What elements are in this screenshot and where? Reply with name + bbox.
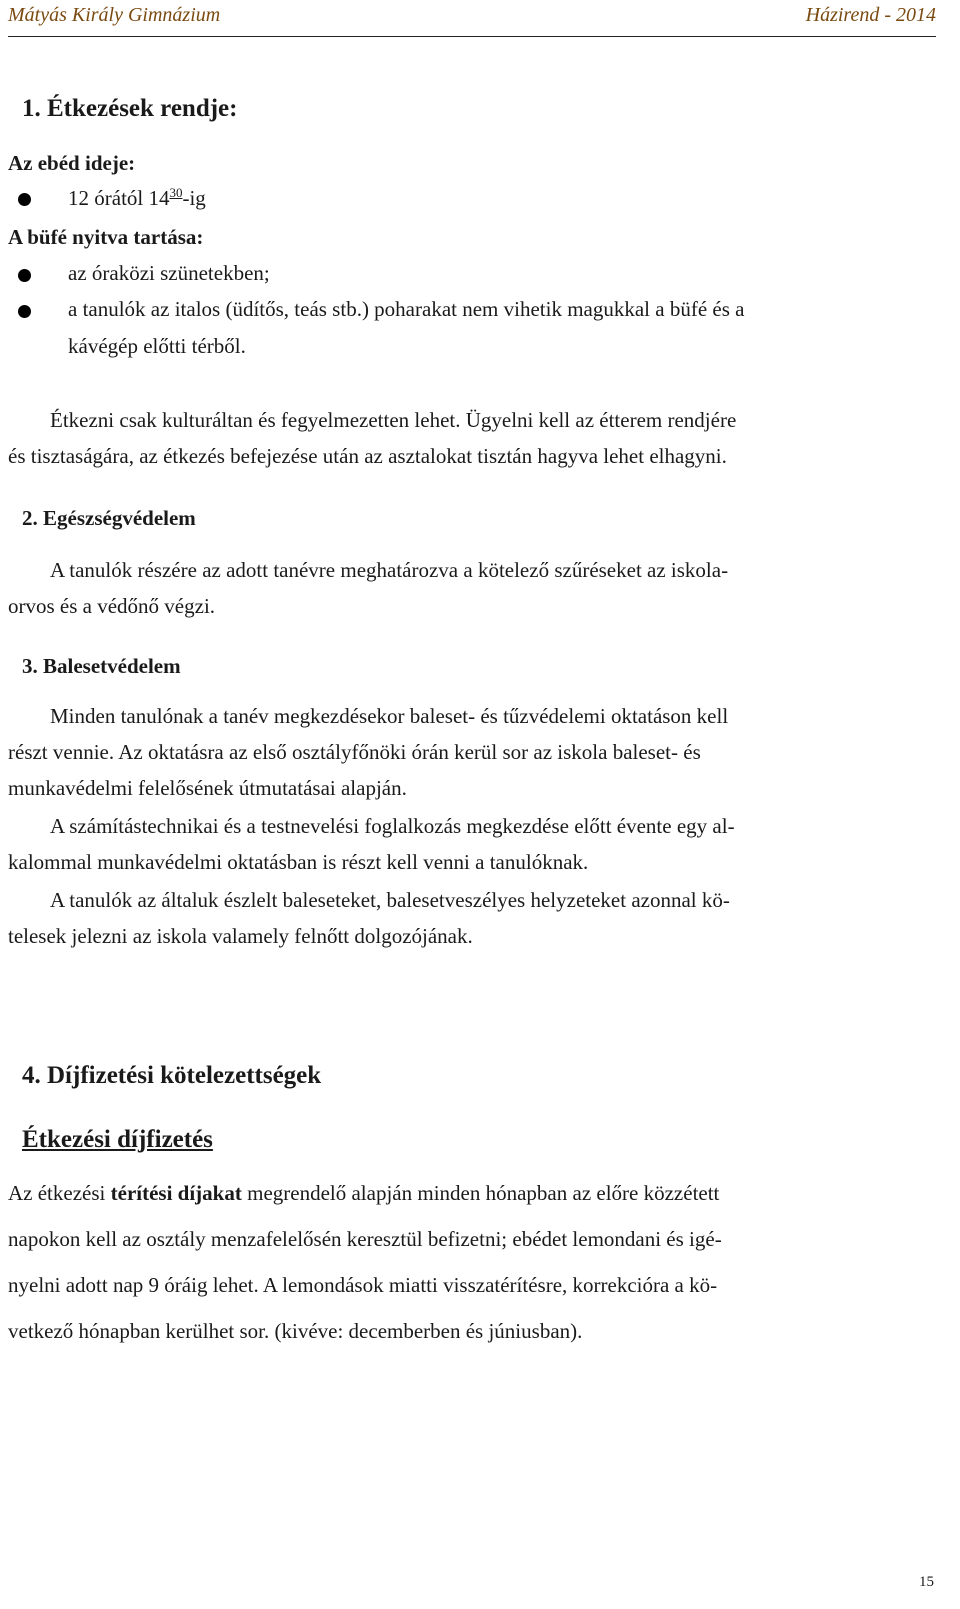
lunch-time-label: Az ebéd ideje: xyxy=(8,151,136,175)
page-header xyxy=(8,2,936,37)
section-3-paragraph-line: kalommal munkavédelmi oktatásban is részt kell venni a tanulóknak. xyxy=(8,850,589,874)
section-1-title: 1. Étkezések rendje: xyxy=(22,95,238,122)
section-3-paragraph-line: Minden tanulónak a tanév megkezdésekor baleset- és tűzvédelemi oktatáson kell xyxy=(50,704,729,728)
section-4-paragraph-line: nyelni adott nap 9 óráig lehet. A lemondások miatti visszatérítésre, korrekcióra a kö- xyxy=(8,1273,718,1297)
lunch-time-end: -ig xyxy=(182,186,206,210)
bullet-dot-icon xyxy=(18,193,31,206)
section-4-paragraph-line: vetkező hónapban kerülhet sor. (kivéve: decemberben és júniusban). xyxy=(8,1319,583,1343)
section-1-paragraph-line: Étkezni csak kulturáltan és fegyelmezetten lehet. Ügyelni kell az étterem rendjére xyxy=(50,408,737,432)
section-3-paragraph-line: részt vennie. Az oktatásra az első osztályfőnöki órán kerül sor az iskola baleset- és xyxy=(8,740,701,764)
bullet-dot-icon xyxy=(18,305,31,318)
section-1-paragraph-line: és tisztaságára, az étkezés befejezése után az asztalokat tisztán hagyva lehet elhagyni. xyxy=(8,444,727,468)
page-number: 15 xyxy=(919,1574,934,1590)
section-4-paragraph-line: Az étkezési térítési díjakat megrendelő alapján minden hónapban az előre közzétett xyxy=(8,1181,720,1205)
header-school-name: Mátyás Király Gimnázium xyxy=(8,4,221,26)
fee-term: térítési díjakat xyxy=(110,1181,242,1205)
buffet-label: A büfé nyitva tartása: xyxy=(8,225,204,249)
section-2-paragraph-line: A tanulók részére az adott tanévre meghatározva a kötelező szűréseket az iskola- xyxy=(50,558,729,582)
section-3-paragraph-line: munkavédelmi felelősének útmutatásai alapján. xyxy=(8,776,407,800)
lunch-time-start: 12 órától 14 xyxy=(68,186,170,210)
section-2-title: 2. Egészségvédelem xyxy=(22,506,196,530)
section-3-paragraph-line: A számítástechnikai és a testnevelési foglalkozás megkezdése előtt évente egy al- xyxy=(50,814,735,838)
section-3-paragraph-line: telesek jelezni az iskola valamely felnőtt dolgozójának. xyxy=(8,924,473,948)
section-4-paragraph-line: napokon kell az osztály menzafelelősén keresztül befizetni; ebédet lemondani és igé- xyxy=(8,1227,722,1251)
section-3-paragraph-line: A tanulók az általuk észlelt baleseteket, balesetveszélyes helyzeteket azonnal kö- xyxy=(50,888,730,912)
section-3-title: 3. Balesetvédelem xyxy=(22,654,181,678)
section-4-title: 4. Díjfizetési kötelezettségek xyxy=(22,1062,322,1089)
bullet-dot-icon xyxy=(18,269,31,282)
lunch-time-minutes: 30 xyxy=(169,185,183,200)
section-4-subtitle: Étkezési díjfizetés xyxy=(22,1126,213,1153)
bullet-text-continuation: kávégép előtti térből. xyxy=(68,334,246,358)
header-document-title: Házirend - 2014 xyxy=(805,4,936,26)
bullet-text: a tanulók az italos (üdítős, teás stb.) poharakat nem vihetik magukkal a büfé és a xyxy=(68,297,745,321)
bullet-text: az óraközi szünetekben; xyxy=(68,261,270,285)
section-2-paragraph-line: orvos és a védőnő végzi. xyxy=(8,594,216,618)
